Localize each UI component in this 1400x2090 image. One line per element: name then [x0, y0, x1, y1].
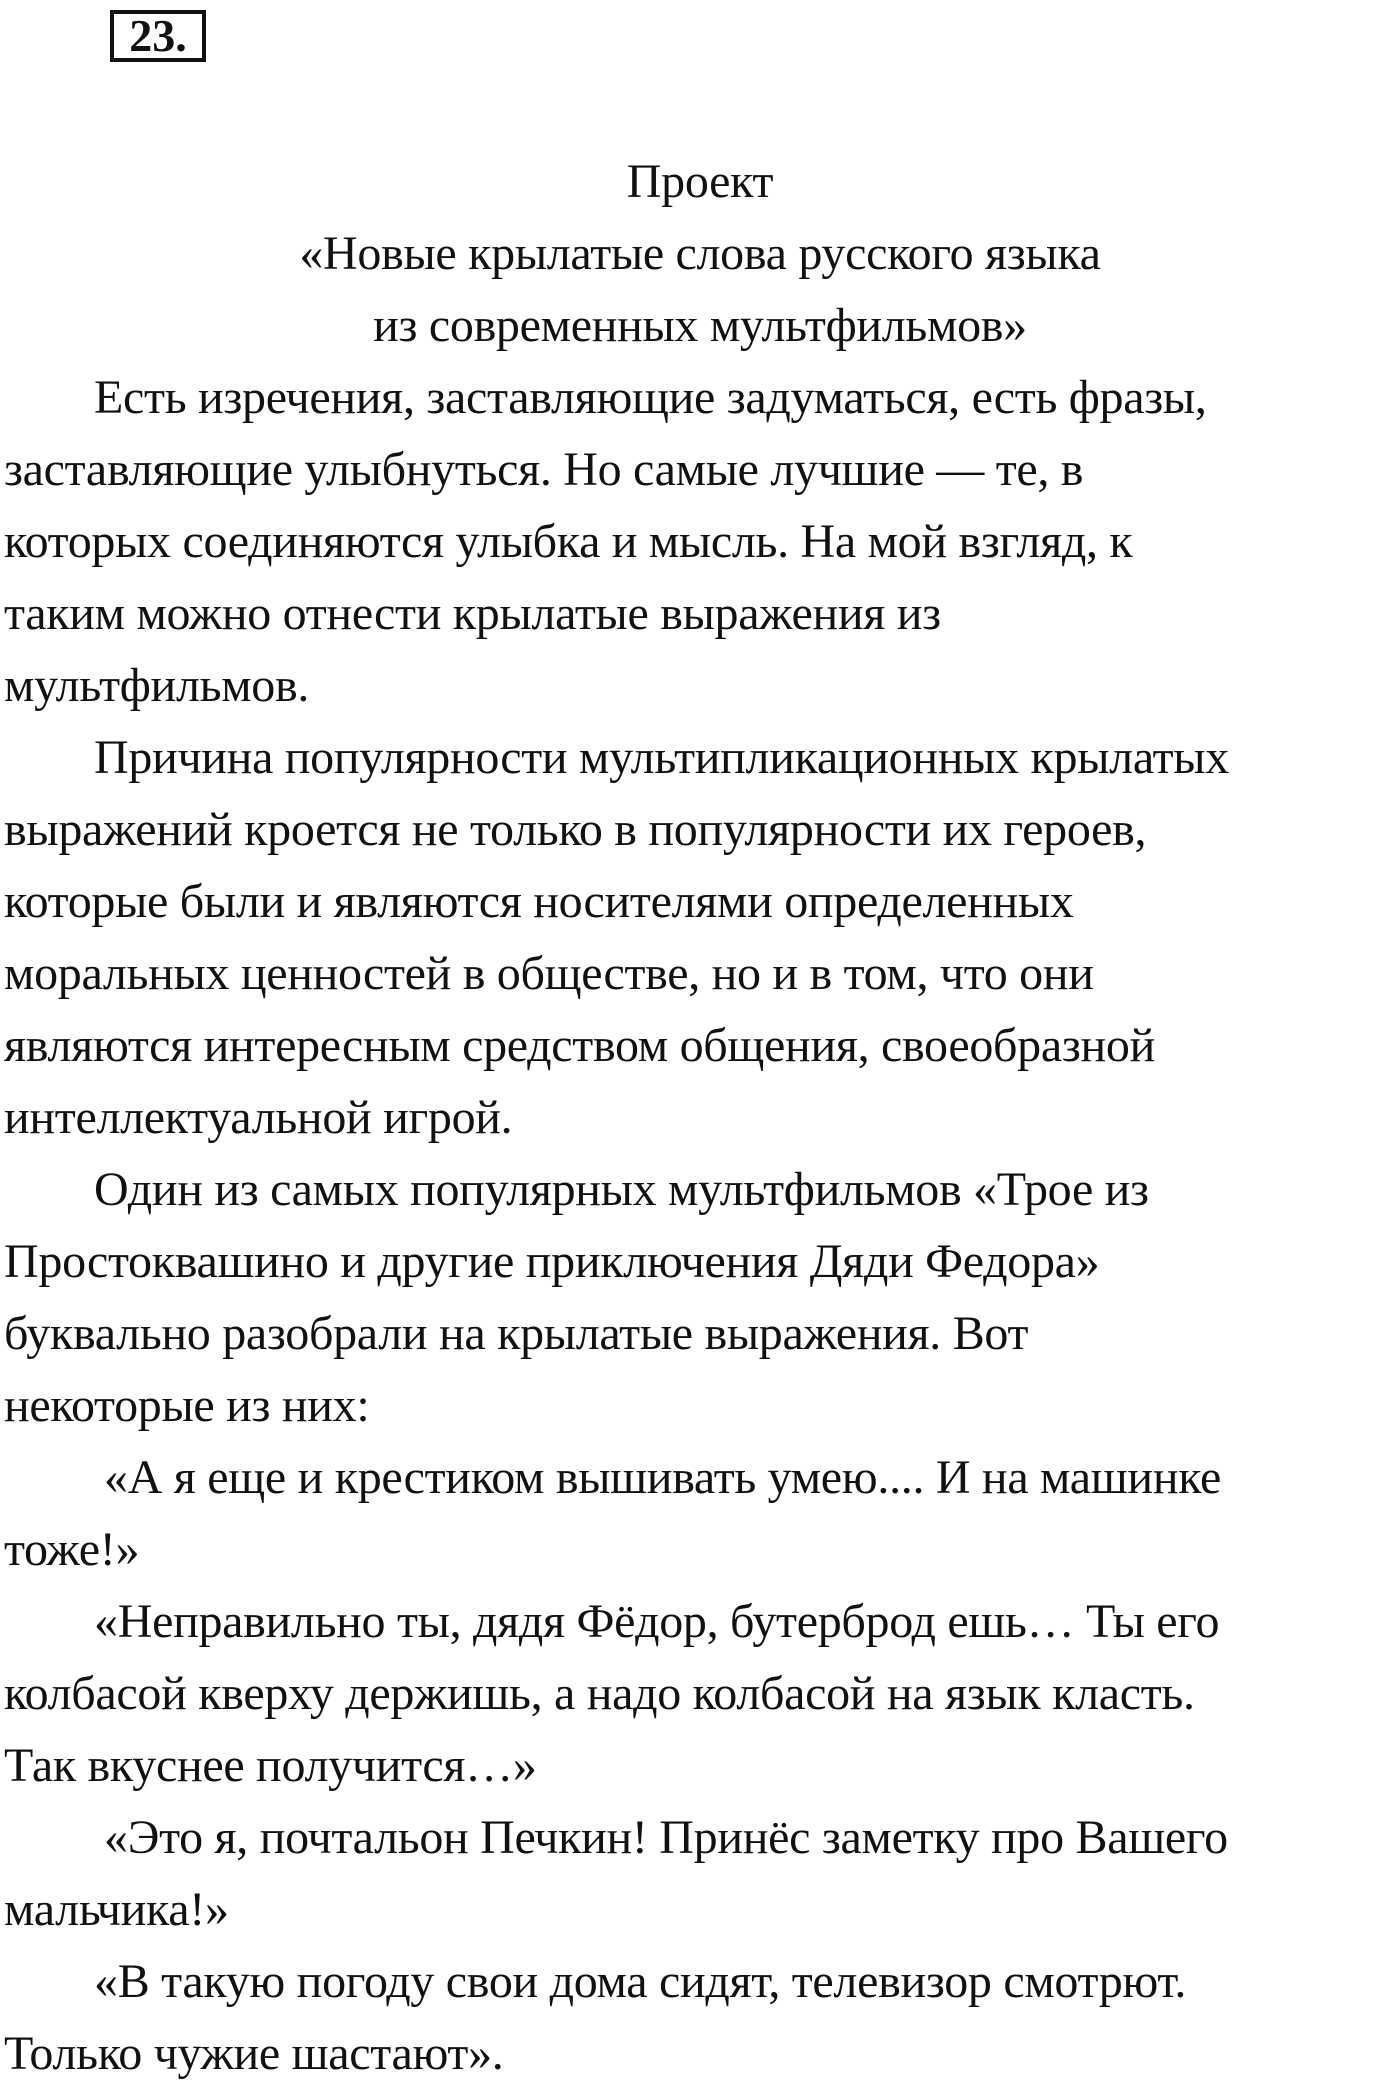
paragraph-line: выражений кроется не только в популярности их героев, — [4, 803, 1147, 856]
heading-line-1: Проект — [626, 155, 774, 208]
quote-3 — [4, 1802, 1396, 1946]
paragraph-3 — [4, 1154, 1396, 1442]
text-block — [4, 146, 1396, 2090]
quote-2 — [4, 1586, 1396, 1802]
paragraph-line: которых соединяются улыбка и мысль. На мой взгляд, к — [4, 515, 1133, 568]
quote-line: Так вкуснее получится…» — [4, 1739, 537, 1792]
paragraph-line: заставляющие улыбнуться. Но самые лучшие — те, в — [4, 443, 1084, 496]
paragraph-line: интеллектуальной игрой. — [4, 1091, 513, 1144]
quote-line: «А я еще и крестиком вышивать умею.... И на машинке — [104, 1451, 1222, 1504]
paragraph-line: являются интересным средством общения, своеобразной — [4, 1019, 1155, 1072]
paragraph-line: таким можно отнести крылатые выражения из — [4, 587, 941, 640]
paragraph-line: Простоквашино и другие приключения Дяди Федора» — [4, 1235, 1100, 1288]
paragraph-line: моральных ценностей в обществе, но и в том, что они — [4, 947, 1094, 1000]
quote-line: мальчика!» — [4, 1883, 229, 1936]
quote-line: «Это я, почтальон Печкин! Принёс заметку про Вашего — [104, 1811, 1228, 1864]
paragraph-line: которые были и являются носителями определенных — [4, 875, 1074, 928]
paragraph-line: Один из самых популярных мультфильмов «Трое из — [94, 1163, 1149, 1216]
heading-line-3: из современных мультфильмов» — [373, 299, 1027, 352]
quote-line: «Неправильно ты, дядя Фёдор, бутерброд ешь… Ты его — [94, 1595, 1220, 1648]
heading-line-2: «Новые крылатые слова русского языка — [299, 227, 1101, 280]
paragraph-1 — [4, 362, 1396, 722]
quote-1 — [4, 1442, 1396, 1586]
paragraph-line: буквально разобрали на крылатые выражения. Вот — [4, 1307, 1029, 1360]
quote-line: Только чужие шастают». — [4, 2027, 504, 2080]
paragraph-line: Есть изречения, заставляющие задуматься, есть фразы, — [94, 371, 1207, 424]
quote-4 — [4, 1946, 1396, 2090]
exercise-number-box: 23. — [110, 10, 206, 62]
quote-line: колбасой кверху держишь, а надо колбасой на язык класть. — [4, 1667, 1195, 1720]
quote-line: тоже!» — [4, 1523, 140, 1576]
paragraph-line: Причина популярности мультипликационных крылатых — [94, 731, 1229, 784]
quote-line: «В такую погоду свои дома сидят, телевизор смотрют. — [94, 1955, 1187, 2008]
paragraph-line: некоторые из них: — [4, 1379, 370, 1432]
paragraph-line: мультфильмов. — [4, 659, 310, 712]
paragraph-2 — [4, 722, 1396, 1154]
